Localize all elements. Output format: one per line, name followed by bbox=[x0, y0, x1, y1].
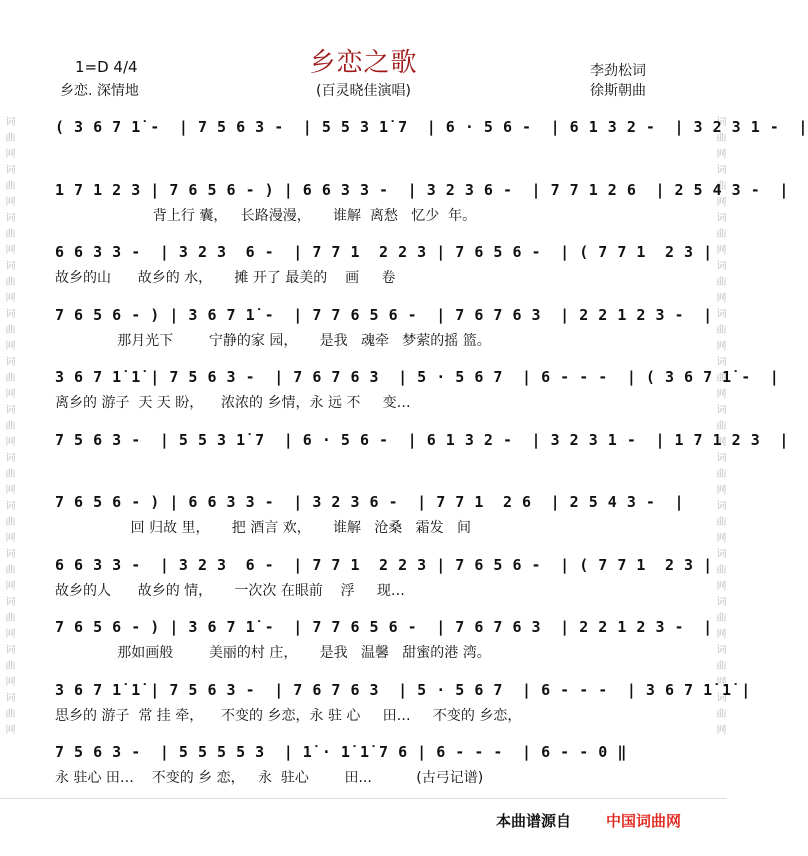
watermark-right: 词曲网词曲网词曲网词曲网词曲网词曲网词曲网词曲网词曲网词曲网词曲网词曲网词曲网 bbox=[714, 116, 725, 740]
footer-divider bbox=[0, 798, 727, 799]
site-brand[interactable]: 中国词曲网 bbox=[606, 812, 682, 830]
lyric-line: 那月光下 宁静的家 园， 是我 魂牵 梦萦的摇 篮。 bbox=[55, 332, 491, 349]
notation-line: 6 6 3 3 - | 3 2 3 6 - | 7 7 1 2 2 3 | 7 6 5 6 - | ( 7 7 1 2 3 | bbox=[55, 555, 713, 574]
notation-line: 3 6 7 1̇ 1̇ | 7 5 6 3 - | 7 6 7 6 3 | 5 · 5 6 7 | 6 - - - | ( 3 6 7 1̇ - | bbox=[55, 368, 780, 386]
performer-note: (百灵晓佳演唱) bbox=[316, 83, 411, 99]
notation-line: 1 7 1 2 3 | 7 6 5 6 - ) | 6 6 3 3 - | 3 2 3 6 - | 7 7 1 2 6 | 2 5 4 3 - | bbox=[55, 180, 789, 199]
notation-line: 3 6 7 1̇ 1̇ | 7 5 6 3 - | 7 6 7 6 3 | 5 · 5 6 7 | 6 - - - | 3 6 7 1̇ 1̇ | bbox=[55, 680, 751, 699]
composer-credit: 徐斯朝曲 bbox=[590, 83, 646, 99]
key-signature: 1=D 4/4 bbox=[75, 58, 138, 76]
lyricist-credit: 李劲松词 bbox=[590, 63, 646, 79]
lyric-line: 思乡的 游子 常 挂 牵， 不变的 乡恋，永 驻 心 田… 不变的 乡恋， bbox=[55, 707, 522, 724]
lyric-line: 永 驻心 田… 不变的 乡 恋， 永 驻心 田... (古弓记谱) bbox=[55, 770, 484, 786]
notation-line: 7 6 5 6 - ) | 3 6 7 1̇ - | 7 7 6 5 6 - | 7 6 7 6 3 | 2 2 1 2 3 - | bbox=[55, 305, 713, 324]
lyric-line: 那如画般 美丽的村 庄， 是我 温馨 甜蜜的港 湾。 bbox=[55, 645, 491, 661]
song-title: 乡恋之歌 bbox=[309, 48, 418, 78]
lyric-line: 故乡的山 故乡的 水， 摊 开了 最美的 画 卷 bbox=[55, 270, 396, 286]
notation-line: 7 5 6 3 - | 5 5 3 1̇ 7 | 6 · 5 6 - | 6 1 3 2 - | 3 2 3 1 - | 1 7 1 2 3 | bbox=[55, 430, 789, 449]
lyric-line: 离乡的 游子 天 天 盼， 浓浓的 乡情，永 远 不 变… bbox=[55, 395, 411, 411]
notation-line: 7 6 5 6 - ) | 3 6 7 1̇ - | 7 7 6 5 6 - | 7 6 7 6 3 | 2 2 1 2 3 - | bbox=[55, 618, 713, 636]
notation-line: 7 6 5 6 - ) | 6 6 3 3 - | 3 2 3 6 - | 7 7 1 2 6 | 2 5 4 3 - | bbox=[55, 493, 685, 511]
notation-line: 6 6 3 3 - | 3 2 3 6 - | 7 7 1 2 2 3 | 7 6 5 6 - | ( 7 7 1 2 3 | bbox=[55, 243, 713, 261]
watermark-left: 词曲网词曲网词曲网词曲网词曲网词曲网词曲网词曲网词曲网词曲网词曲网词曲网词曲网 bbox=[3, 116, 14, 740]
notation-line: ( 3 6 7 1̇ - | 7 5 6 3 - | 5 5 3 1̇ 7 | 6 · 5 6 - | 6 1 3 2 - | 3 2 3 1 - | bbox=[55, 118, 808, 136]
lyric-line: 故乡的人 故乡的 情， 一次次 在眼前 浮 现… bbox=[55, 582, 405, 599]
tempo-marking: 乡恋. 深情地 bbox=[60, 83, 139, 99]
notation-line: 7 5 6 3 - | 5 5 5 5 3 | 1̇ · 1̇ 1̇ 7 6 | 6 - - - | 6 - - 0 ‖ bbox=[55, 743, 627, 761]
lyric-line: 回 归故 里， 把 酒言 欢， 谁解 沧桑 霜发 间 bbox=[55, 520, 472, 536]
source-label: 本曲谱源自 bbox=[496, 812, 572, 830]
lyric-line: 背上行 囊， 长路漫漫， 谁解 离愁 忆少 年。 bbox=[55, 207, 477, 224]
